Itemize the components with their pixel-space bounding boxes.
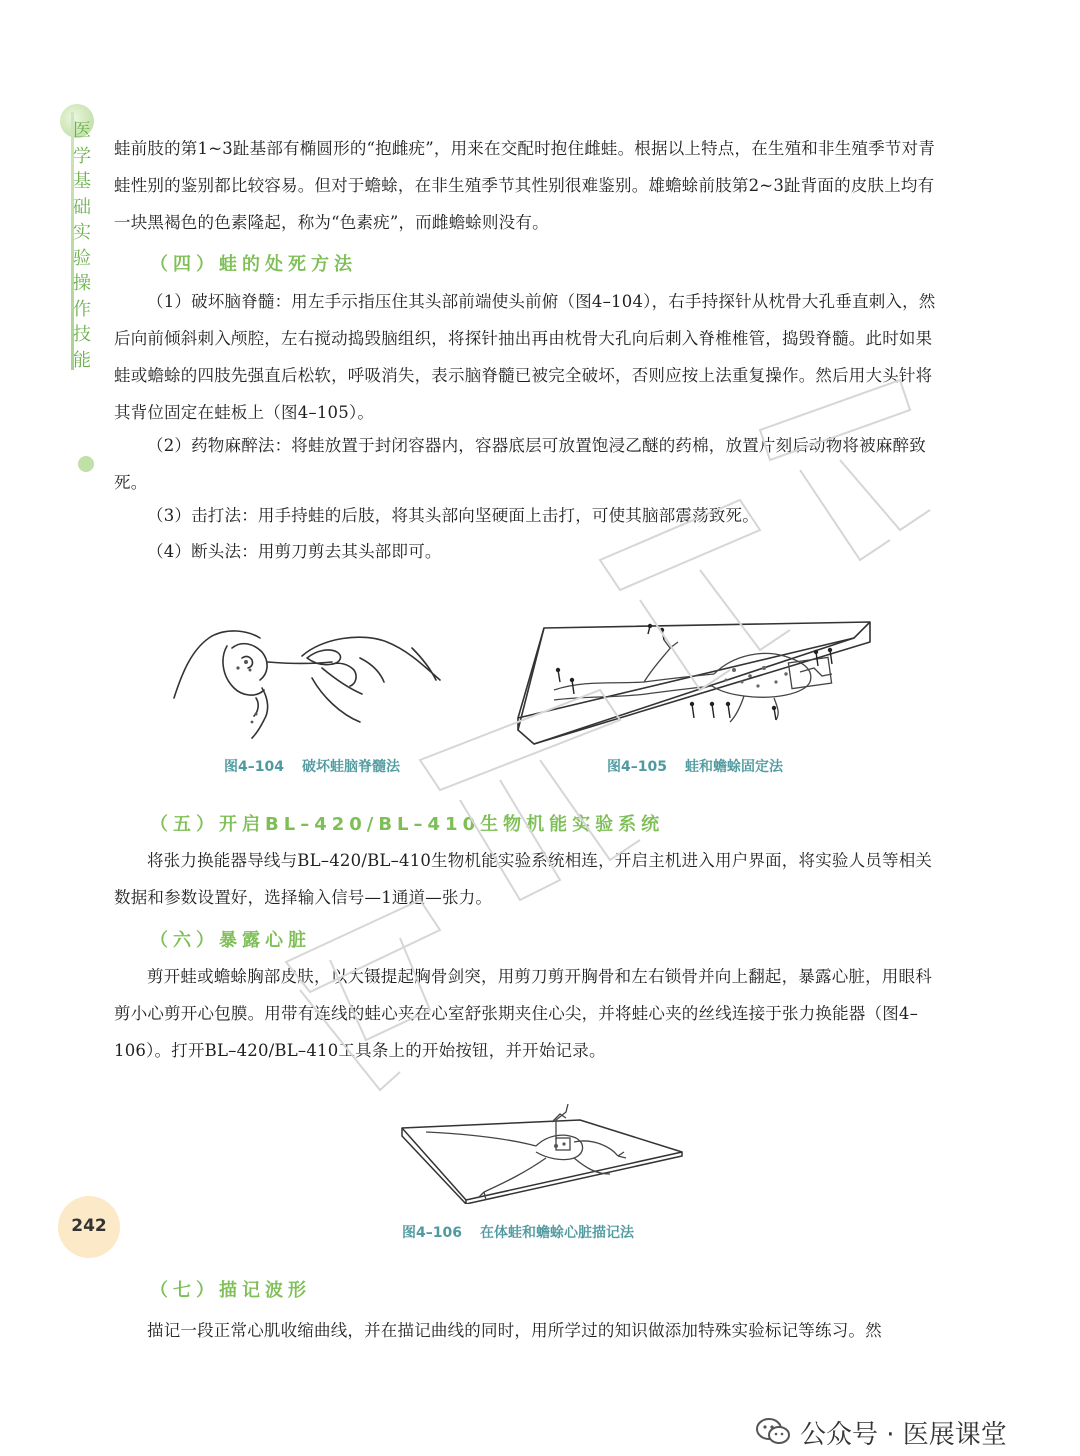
figure-4-104-number: 图4–104 <box>224 759 284 775</box>
paragraph-sex-identification: 蛙前肢的第1~3趾基部有椭圆形的“抱雌疣”，用来在交配时抱住雌蛙。根据以上特点，在生殖和非生殖季节对青蛙性别的鉴别都比较容易。但对于蟾蜍，在非生殖季节其性别很难鉴别。雄蟾蜍前肢第2~3趾背面的皮肤上均有一块黑褐色的色素隆起，称为“色素疣”，而雌蟾蜍则没有。 <box>114 139 935 232</box>
paragraph-decapitation: （4）断头法：用剪刀剪去其头部即可。 <box>147 542 442 561</box>
figure-4-105-caption <box>607 756 783 776</box>
paragraph-record-waveform: 描记一段正常心肌收缩曲线，并在描记曲线的同时，用所学过的知识做添加特殊实验标记等练习。然 <box>147 1321 882 1340</box>
footer-account-name: 公众号 · 医展课堂 <box>800 1419 1007 1450</box>
figure-4-105-title: 蛙和蟾蜍固定法 <box>684 759 783 775</box>
figure-4-106-title: 在体蛙和蟾蜍心脏描记法 <box>479 1225 634 1241</box>
paragraph-bl-system: 将张力换能器导线与BL–420/BL–410生物机能实验系统相连，开启主机进入用户界面，将实验人员等相关数据和参数设置好，选择输入信号—1通道—张力。 <box>114 851 933 907</box>
side-tab-bottom-dot <box>78 456 94 472</box>
section-heading-6: （六）暴露心脏 <box>150 930 311 951</box>
section-heading-7: （七）描记波形 <box>150 1280 311 1301</box>
paragraph-expose-heart: 剪开蛙或蟾蜍胸部皮肤，以大镊提起胸骨剑突，用剪刀剪开胸骨和左右锁骨并向上翻起，暴露心脏，用眼科剪小心剪开心包膜。用带有连线的蛙心夹在心室舒张期夹住心尖，并将蛙心夹的丝线连接于张力换能器（图4–106）。打开BL–420/BL–410工具条上的开始按钮，并开始记录。 <box>114 967 932 1060</box>
paragraph-strike-method: （3）击打法：用手持蛙的后肢，将其头部向坚硬面上击打，可使其脑部震荡致死。 <box>147 506 759 525</box>
wechat-icon <box>756 1418 790 1446</box>
figure-4-104-illustration <box>172 618 442 748</box>
section-heading-5: （五）开启BL–420/BL–410生物机能实验系统 <box>150 814 665 835</box>
paragraph-anesthesia: （2）药物麻醉法：将蛙放置于封闭容器内，容器底层可放置饱浸乙醚的药棉，放置片刻后动物将被麻醉致死。 <box>114 436 926 492</box>
page-number: 242 <box>71 1216 107 1236</box>
section-heading-4: （四）蛙的处死方法 <box>150 254 357 275</box>
figure-4-106-illustration <box>396 1100 686 1204</box>
figure-4-104-title: 破坏蛙脑脊髓法 <box>301 759 400 775</box>
side-tab-title: 医 学 基 础 实 验 操 作 技 能 <box>73 120 91 371</box>
wechat-footer <box>756 1412 1007 1452</box>
figure-4-104-caption <box>224 756 400 776</box>
figure-4-105-number: 图4–105 <box>607 759 667 775</box>
figure-4-106-caption <box>402 1222 634 1242</box>
figure-4-105-illustration <box>514 616 874 750</box>
paragraph-destroy-brain-spinal: （1）破坏脑脊髓：用左手示指压住其头部前端使头前俯（图4–104），右手持探针从枕骨大孔垂直刺入，然后向前倾斜刺入颅腔，左右搅动捣毁脑组织，将探针抽出再由枕骨大孔向后刺入脊椎椎管，捣毁脊髓。此时如果蛙或蟾蜍的四肢先强直后松软，呼吸消失，表示脑脊髓已被完全破坏，否则应按上法重复操作。然后用大头针将其背位固定在蛙板上（图4–105）。 <box>114 292 936 422</box>
figure-4-106-number: 图4–106 <box>402 1225 462 1241</box>
